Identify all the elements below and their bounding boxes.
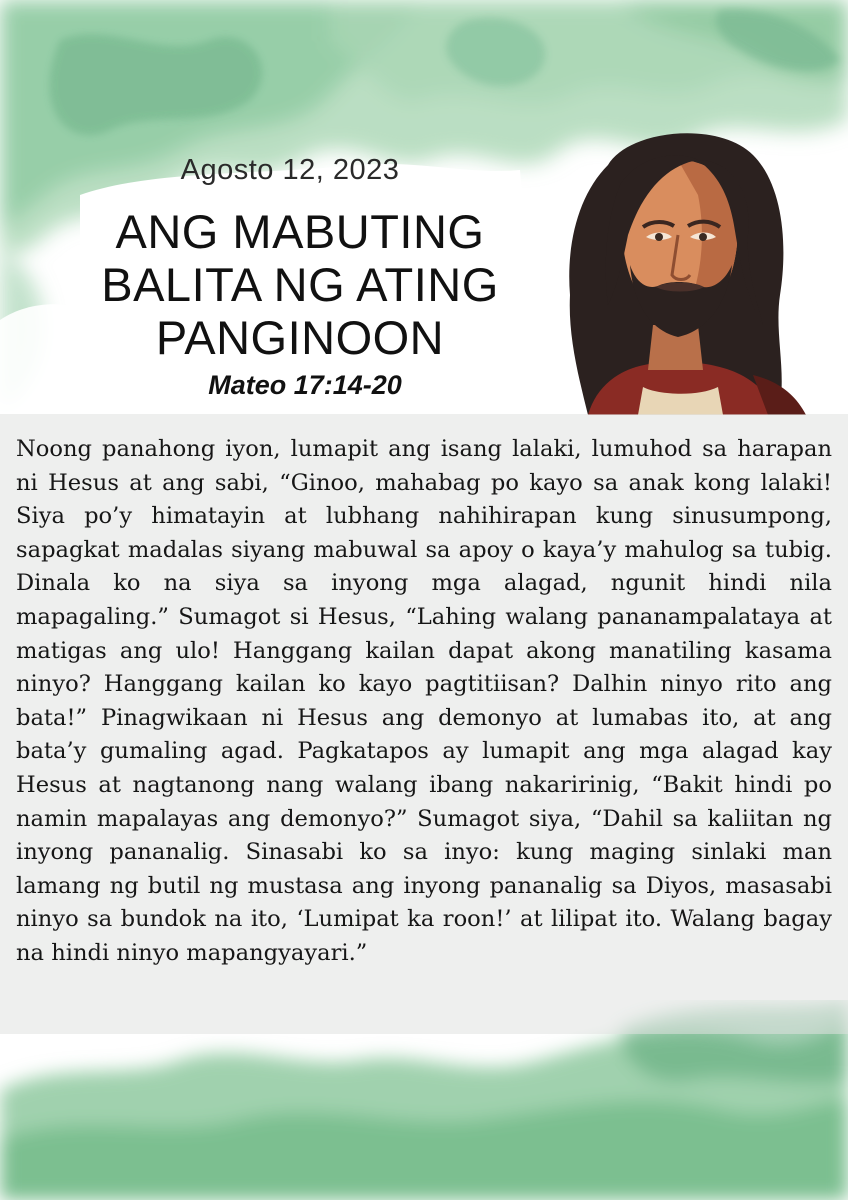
date-label: Agosto 12, 2023 (180, 154, 400, 186)
page-title (70, 205, 530, 364)
gospel-reading-text: Noong panahong iyon, lumapit ang isang lalaki, lumuhod sa harapan ni Hesus at ang sabi, “Ginoo, mahabag po kayo sa anak kong lalaki! Siya po’y himatayin at lubhang nahihirapan kung sinusumpong, sapagkat madalas siyang mabuwal sa apoy o kaya’y mahulog sa tubig. Dinala ko na siya sa inyong mga alagad, ngunit hindi nila mapagaling.” Sumagot si Hesus, “Lahing walang pananampalataya at matigas ang ulo! Hanggang kailan dapat akong manatiling kasama ninyo? Hanggang kailan ko kayo pagtitiisan? Dalhin ninyo rito ang bata!” Pinagwikaan ni Hesus ang demonyo at lumabas ito, at ang bata’y gumaling agad. Pagkatapos ay lumapit ang mga alagad kay Hesus at nagtanong nang walang ibang nakaririnig, “Bakit hindi po namin mapalayas ang demonyo?” Sumagot siya, “Dahil sa kaliitan ng inyong pananalig. Sinasabi ko sa inyo: kung maging sinlaki man lamang ng butil ng mustasa ang inyong pananalig sa Diyos, masasabi ninyo sa bundok na ito, ‘Lumipat ka roon!’ at lilipat ito. Walang bagay na hindi ninyo mapangyayari.” (16, 436, 832, 966)
title-line: BALITA NG ATING (101, 258, 499, 311)
title-line: ANG MABUTING (115, 205, 485, 258)
title-line: PANGINOON (155, 311, 445, 364)
verse-reference: Mateo 17:14-20 (208, 370, 402, 400)
jesus-portrait-image (548, 125, 806, 415)
